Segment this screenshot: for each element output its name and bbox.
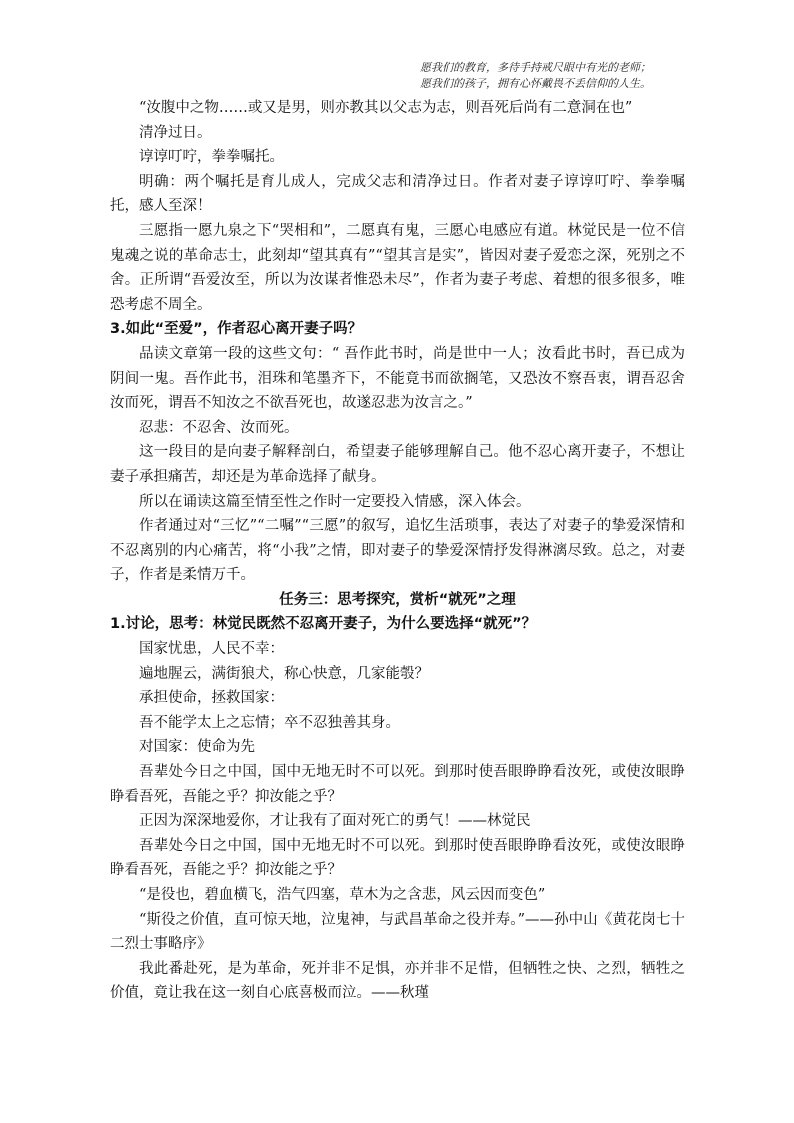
paragraph: 作者通过对“三忆”“二嘱”“三愿”的叙写，追忆生活琐事，表达了对妻子的挚爱深情和不忍离别的内心痛苦，将“小我”之情，即对妻子的挚爱深情抒发得淋漓尽致。总之，对妻子，作者是柔情万千。: [110, 518, 685, 584]
paragraph: 遍地腥云，满街狼犬，称心快意，几家能彀？: [139, 665, 429, 682]
section-heading: 3.如此“至爱”，作者忍心离开妻子吗？: [110, 321, 363, 338]
paragraph: 品读文章第一段的这些文句：“ 吾作此书时，尚是世中一人；汝看此书时，吾已成为阴间一鬼。吾作此书，泪珠和笔墨齐下，不能竟书而欲搁笔，又恐汝不察吾衷，谓吾忍舍汝而死，谓吾不知汝之不欲吾死也，故遂忍悲为汝言之。”: [110, 345, 685, 412]
paragraph: 承担使命，拯救国家：: [139, 690, 284, 707]
paragraph: “斯役之价值，直可惊天地，泣鬼神，与武昌革命之役并寿。”——孙中山《黄花岗七十二烈士事略序》: [110, 911, 685, 953]
task-heading: 任务三：思考探究，赏析“就死”之理: [279, 591, 516, 608]
paragraph: 明确：两个嘱托是育儿成人，完成父志和清净过日。作者对妻子谆谆叮咛、拳拳嘱托，感人至深！: [110, 173, 685, 215]
paragraph: 对国家：使命为先: [139, 739, 255, 756]
section-heading: 1.讨论，思考：林觉民既然不忍离开妻子，为什么要选择“就死”？: [110, 616, 537, 633]
paragraph: 这一段目的是向妻子解释剖白，希望妻子能够理解自己。他不忍心离开妻子，不想让妻子承担痛苦，却还是为革命选择了献身。: [110, 444, 685, 485]
paragraph: 三愿指一愿九泉之下“哭相和”，二愿真有鬼，三愿心电感应有道。林觉民是一位不信鬼魂之说的革命志士，此刻却“望其真有”“望其言是实”，皆因对妻子爱恋之深，死别之不舍。正所谓“吾爱汝至，所以为汝谋者惟恐未尽”，作者为妻子考虑、着想的很多很多，唯恐考虑不周全。: [110, 222, 685, 313]
paragraph: 吾辈处今日之中国，国中无地无时不可以死。到那时使吾眼睁睁看汝死，或使汝眼睁睁看吾死，吾能之乎？抑汝能之乎？: [110, 764, 685, 805]
paragraph: 清净过日。: [139, 124, 212, 141]
header-motto-line-1: 愿我们的教育，多待手持戒尺眼中有光的老师；: [420, 61, 651, 74]
page-header: [420, 60, 750, 92]
paragraph: 吾辈处今日之中国，国中无地无时不可以死。到那时使吾眼睁睁看汝死，或使汝眼睁睁看吾死，吾能之乎？抑汝能之乎？: [110, 837, 685, 879]
header-motto-line-2: 愿我们的孩子，拥有心怀戴畏不丢信仰的人生。: [420, 77, 651, 90]
paragraph: 所以在诵读这篇至情至性之作时一定要投入情感，深入体会。: [139, 493, 531, 510]
paragraph: 我此番赴死，是为革命，死并非不足惧，亦并非不足惜，但牺牲之快、之烈，牺牲之价值，竟让我在这一刻自心底喜极而泣。——秋瑾: [110, 960, 685, 1002]
paragraph: 忍悲：不忍舍、汝而死。: [139, 419, 299, 436]
paragraph: 正因为深深地爱你，才让我有了面对死亡的勇气！——林觉民: [139, 813, 531, 830]
paragraph: “是役也，碧血横飞，浩气四塞，草木为之含悲，风云因而变色”: [139, 887, 546, 903]
paragraph: 国家忧患，人民不幸：: [139, 641, 284, 658]
document-body: [110, 96, 685, 1006]
paragraph: 吾不能学太上之忘情；卒不忍独善其身。: [139, 714, 400, 731]
paragraph: “汝腹中之物……或又是男，则亦教其以父志为志，则吾死后尚有二意洞在也”: [139, 100, 633, 116]
paragraph: 谆谆叮咛，拳拳嘱托。: [139, 149, 284, 166]
